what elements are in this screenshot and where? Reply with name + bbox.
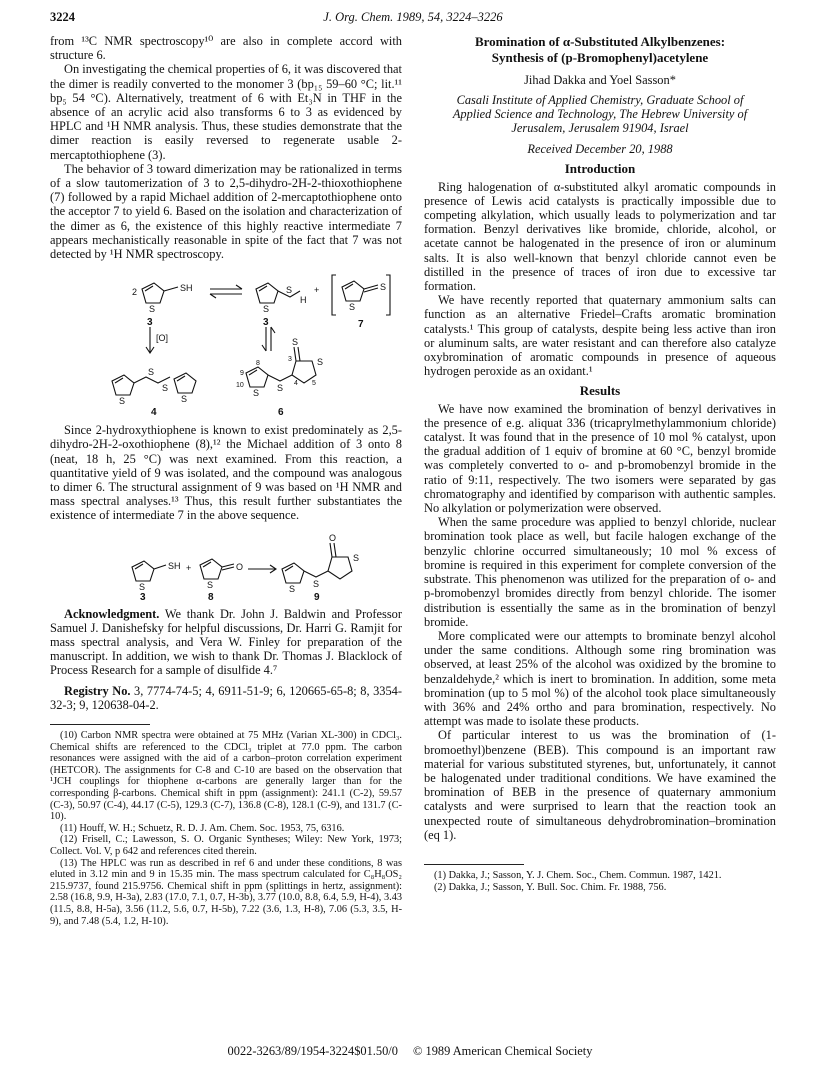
compound-label: 3 — [140, 591, 146, 601]
acknowledgment — [50, 607, 402, 678]
paragraph: We have recently reported that quaternary ammonium salts can function as an alternative Friedel–Crafts aromatic bromination catalysts.¹ This group of catalysts, despite being less active than iron or aluminum salts, are water resistant and can therefore also catalyze oxybromination of aromatic compounds in presence of aqueous hydrogen peroxide as an oxidant.¹ — [424, 293, 776, 379]
left-column — [50, 34, 402, 927]
authors: Jihad Dakka and Yoel Sasson* — [524, 73, 676, 87]
scheme-label: H — [300, 295, 307, 306]
scheme-label: 5 — [312, 380, 316, 388]
scheme-label: S — [286, 285, 293, 296]
title-line: Synthesis of (p-Bromophenyl)acetylene — [491, 49, 709, 65]
ack-heading: Acknowledgment. — [64, 606, 160, 621]
scheme-2 — [50, 531, 402, 601]
paragraph: from ¹³C NMR spectroscopy¹⁰ are also in complete accord with structure 6. — [50, 34, 402, 63]
ack-text: We thank Dr. John J. Baldwin and Professor Samuel J. Danishefsky for helpful discussions, Dr. Harri G. Ramjit for mass spectral analysis, and Vera W. Finley for preparation of the manuscript. In addition, we wish to thank Dr. Thomas J. Blacklock of Process Research for a sample of disulfide 4.⁷ — [50, 606, 402, 678]
compound-label: 3 — [147, 317, 153, 329]
scheme-label: S — [317, 357, 324, 368]
paragraph: The behavior of 3 toward dimerization may be rationalized in terms of a slow tautomerization of 3 to 2,5-dihydro-2H-2-thioxothiophene (7) followed by a rapid Michael addition of 2-mercaptothiophene onto the acceptor 7 to yield 6. Based on the isolation and characterization of the dimer as 6, the existence of this highly reactive intermediate 7 appears mechanistically reasonable in spite of the fact that 7 was not detected by ¹H NMR spectroscopy. — [50, 161, 402, 262]
compound-label: 6 — [278, 407, 284, 418]
affiliation — [424, 93, 776, 135]
paragraph: When the same procedure was applied to benzyl chloride, nuclear bromination took place as well, but facile halogen exchange of the benzylic chlorine occurred simultaneously; 10 mol % excess of bromine is required in this experiment for complete conversion of the substrate. This phenomenon was utilized for the preparation of o- and p-bromobenzyl bromides directly from benzyl chloride. The isomer distribution is essentially the same as in the bromination of benzyl bromide. — [424, 515, 776, 629]
affiliation-line: Jerusalem, Jerusalem 91904, Israel — [511, 121, 689, 136]
scheme-label: S — [353, 552, 360, 563]
scheme-label: S — [181, 394, 188, 405]
scheme-label: O — [329, 532, 337, 543]
paragraph: On investigating the chemical properties of 6, it was discovered that the dimer is readily converted to the monomer 3 (bp₁₅ 59–60 °C; lit.¹¹ bp₅ 54 °C). Alternatively, treatment of 6 with Et₃N in THF in the absence of an acrylic acid also transforms 6 to 3 as evidenced by HPLC and ¹H NMR analysis. Thus, these studies demonstrate that the dimer reaction is easily reversed to regenerate usable 2-mercaptothiophene (3). — [50, 62, 402, 162]
registry-text: 3, 7774-74-5; 4, 6911-51-9; 6, 120665-65-8; 8, 3354-32-3; 9, 120638-04-2. — [50, 683, 402, 712]
scheme-label: S — [253, 388, 260, 399]
scheme-label: 3 — [288, 356, 292, 364]
scheme-label: 8 — [256, 360, 260, 368]
article-code: 0022-3263/89/1954-3224$01.50/0 — [227, 1044, 398, 1058]
journal-citation: J. Org. Chem. 1989, 54, 3224–3226 — [323, 10, 503, 24]
scheme-label: [O] — [156, 333, 169, 344]
scheme-label: 2 — [132, 287, 138, 298]
scheme-label: S — [149, 304, 156, 315]
paragraph: We have now examined the bromination of benzyl derivatives in the presence of e.g. aliquat 336 (tricaprylmethylammonium chloride) catalyst. It was found that in the presence of 10 mol % catalyst, upon the gradual addition of 1 equiv of bromine at 60 °C, benzyl bromide was completely converted to o- and p-bromobenzyl bromide in the ratio of 9:11, respectively. The two isomers were separated by gas chromatography and identified by comparison with authentic samples. No alkylation or polymerization were observed. — [424, 401, 776, 516]
right-column — [424, 34, 776, 893]
compound-label: 3 — [263, 317, 269, 329]
footnote: (11) Houff, W. H.; Schuetz, R. D. J. Am. Chem. Soc. 1953, 75, 6316. — [60, 822, 345, 834]
scheme-label: S — [263, 304, 270, 315]
registry-numbers — [50, 684, 402, 712]
scheme-label: S — [289, 583, 296, 594]
section-heading-results: Results — [579, 383, 621, 399]
received-date: Received December 20, 1988 — [527, 142, 673, 157]
scheme-label: SH — [168, 560, 181, 571]
scheme-1 — [50, 269, 402, 417]
scheme-label: 4 — [294, 380, 298, 388]
scheme-label: S — [148, 367, 155, 378]
footnote: (12) Frisell, C.; Lawesson, S. O. Organic Syntheses; Wiley: New York, 1973; Collect. Vol. V, p 642 and references cited therein. — [50, 834, 402, 858]
page-number: 3224 — [50, 10, 75, 24]
scheme-label: 10 — [236, 382, 244, 390]
registry-heading: Registry No. — [64, 683, 131, 698]
affiliation-line: Casali Institute of Applied Chemistry, Graduate School of — [456, 93, 744, 108]
scheme-label: S — [349, 302, 356, 313]
copyright: © 1989 American Chemical Society — [413, 1044, 593, 1058]
scheme-label: SH — [180, 283, 193, 294]
footnote: (2) Dakka, J.; Sasson, Y. Bull. Soc. Chim. Fr. 1988, 756. — [434, 881, 667, 893]
scheme-label: S — [139, 581, 146, 592]
section-heading-introduction: Introduction — [564, 161, 636, 177]
title-line: Bromination of α-Substituted Alkylbenzenes: — [474, 34, 726, 49]
scheme-label: S — [292, 337, 299, 348]
paragraph: More complicated were our attempts to brominate benzyl alcohol under the same conditions. Although some ring bromination was observed, at least 25% of the alcohol was oxidized by the bromine to benzaldehyde,² which is inert to bromination. In addition, some meta bromination (up to 5 mol %) of the alcohol took place simultaneously with 36% and 24% ortho and para bromination, respectively. No attempt was made to isolate these products. — [424, 628, 776, 729]
page-footer — [0, 1044, 820, 1059]
compound-label: 9 — [314, 591, 320, 601]
scheme-label: S — [207, 579, 214, 590]
scheme-label: + — [186, 562, 192, 573]
scheme-label: S — [380, 282, 387, 293]
compound-label: 8 — [208, 591, 214, 601]
article-title — [424, 34, 776, 65]
footnote-rule — [424, 864, 524, 865]
footnote: (13) The HPLC was run as described in ref 6 and under these conditions, 8 was eluted in 3.12 min and 9 in 15.35 min. The mass spectrum calculated for C₈H₈OS₂ 215.9737, found 215.9756. Chemical shift in ppm (splittings in hertz, assignment): 2.58 (16.8, 9.9, H-3a), 2.83 (17.0, 7.1, 0.7, H-3b), 3.77 (10.0, 8.8, 6.4, 5.9, H-4), 3.43 (11.5, 8.8, H-5a), 3.56 (11.2, 5.6, 0.7, H-5b), 7.22 (3.6, 1.3, H-8), 7.06 (5.3, 3.5, H-9), and 7.48 (5.4, 1.2, H-10). — [50, 857, 402, 927]
paragraph: Of particular interest to us was the bromination of (1-bromoethyl)benzene (BEB). This compound is an important raw material for various substituted styrenes, but, unfortunately, it cannot be halogenated under traditional conditions. We have examined the bromination of BEB in the presence of quaternary ammonium catalysts and were surprised to learn that the reaction took an unexpected route of simultaneous dehydrobromination–bromination (eq 1). — [424, 728, 776, 842]
paragraph: Since 2-hydroxythiophene is known to exist predominately as 2,5-dihydro-2H-2-oxothiophene (8),¹² the Michael addition of 3 onto 8 (neat, 18 h, 25 °C) was next examined. From this reaction, a quantitative yield of 9 was isolated, and the compound was analogous to dimer 6. The structural assignment of 9 was based on ¹H NMR and mass spectral analyses.¹³ Thus, this result further substantiates the existence of intermediate 7 in the above sequence. — [50, 423, 402, 523]
paragraph: Ring halogenation of α-substituted alkyl aromatic compounds in presence of Lewis acid catalysts is practically impossible due to competing alkylation, which usually leads to polymerization and tar formation. Benzyl derivatives like bromide, chloride, alcohol, or acetate cannot be halogenated in the presence of iron or aluminum salts. It is also well-known that benzyl chloride cannot even be distilled in the presence of traces of iron due to excessive tar formation. — [424, 179, 776, 294]
compound-label: 7 — [358, 319, 364, 331]
footnote-rule — [50, 724, 150, 725]
scheme-label: + — [314, 285, 320, 296]
footnotes — [50, 730, 402, 927]
compound-label: 4 — [151, 407, 157, 418]
scheme-label: S — [277, 383, 284, 394]
scheme-label: S — [119, 396, 126, 407]
footnotes — [424, 870, 776, 893]
scheme-label: S — [313, 578, 320, 589]
running-header — [50, 10, 776, 26]
affiliation-line: Applied Science and Technology, The Hebrew University of — [452, 107, 748, 122]
footnote: (1) Dakka, J.; Sasson, Y. J. Chem. Soc., Chem. Commun. 1987, 1421. — [434, 869, 722, 881]
scheme-label: 9 — [240, 370, 244, 378]
scheme-label: O — [236, 561, 244, 572]
scheme-label: S — [162, 383, 169, 394]
footnote: (10) Carbon NMR spectra were obtained at 75 MHz (Varian XL-300) in CDCl₃. Chemical shifts are referenced to the CDCl₃ triplet at 77.0 ppm. The carbon resonances were assigned with the aid of a carbon–proton correlation experiment (HETCOR). The assignments for C-8 and C-10 are based on the observation that ¹JCH couplings for thiophene α-carbons are generally larger than for the corresponding β-carbons. Chemical shift in ppm (assignment): 241.1 (C-2), 59.57 (C-3), 50.97 (C-4), 44.17 (C-5), 129.3 (C-7), 136.8 (C-8), 128.1 (C-9), and 131.7 (C-10). — [50, 730, 402, 823]
